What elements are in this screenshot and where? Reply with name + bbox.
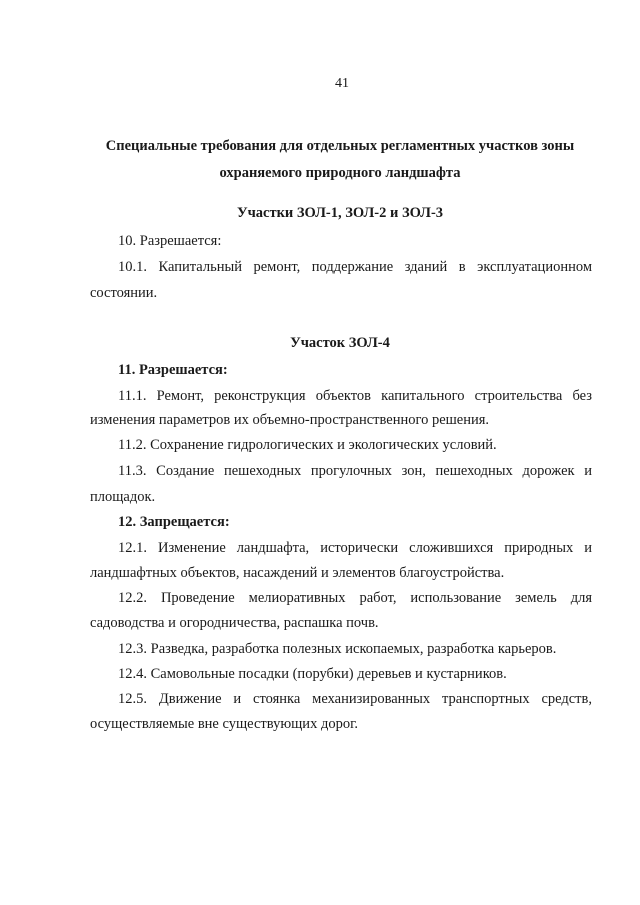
item-12-4: 12.4. Самовольные посадки (порубки) деревьев и кустарников.: [118, 666, 507, 682]
section-heading-zol-1-3: Участки ЗОЛ-1, ЗОЛ-2 и ЗОЛ-3: [236, 205, 444, 221]
item-12-1-line-2: ландшафтных объектов, насаждений и элементов благоустройства.: [90, 565, 505, 581]
item-10-1-line-1: 10.1. Капитальный ремонт, поддержание зданий в эксплуатационном: [118, 259, 592, 275]
title-line-1: Специальные требования для отдельных регламентных участков зоны: [105, 138, 575, 154]
page-number: 41: [335, 76, 349, 91]
document-title: [90, 133, 590, 187]
item-12-1-line-1: 12.1. Изменение ландшафта, исторически сложившихся природных и: [118, 540, 592, 556]
forbidden-label-12: 12. Запрещается:: [118, 514, 230, 530]
item-12-3: 12.3. Разведка, разработка полезных ископаемых, разработка карьеров.: [118, 641, 557, 657]
item-12-2-line-1: 12.2. Проведение мелиоративных работ, использование земель для: [118, 590, 592, 606]
item-12-2-line-2: садоводства и огородничества, распашка почв.: [90, 615, 379, 631]
item-11-2: 11.2. Сохранение гидрологических и экологических условий.: [118, 437, 497, 453]
allowed-label-11: 11. Разрешается:: [118, 362, 228, 378]
item-12-5-line-2: осуществляемые вне существующих дорог.: [90, 716, 359, 732]
allowed-label-10: 10. Разрешается:: [118, 233, 222, 249]
item-11-1-line-2: изменения параметров их объемно-пространственного решения.: [90, 412, 490, 428]
item-10-1-line-2: состоянии.: [90, 285, 158, 301]
item-11-3-line-1: 11.3. Создание пешеходных прогулочных зон, пешеходных дорожек и: [118, 463, 592, 479]
item-11-3-line-2: площадок.: [90, 489, 156, 505]
item-12-5-line-1: 12.5. Движение и стоянка механизированных транспортных средств,: [118, 691, 592, 707]
item-11-1-line-1: 11.1. Ремонт, реконструкция объектов капитального строительства без: [118, 388, 592, 404]
section-heading-zol-4: Участок ЗОЛ-4: [290, 335, 390, 351]
title-line-2: охраняемого природного ландшафта: [219, 165, 461, 181]
